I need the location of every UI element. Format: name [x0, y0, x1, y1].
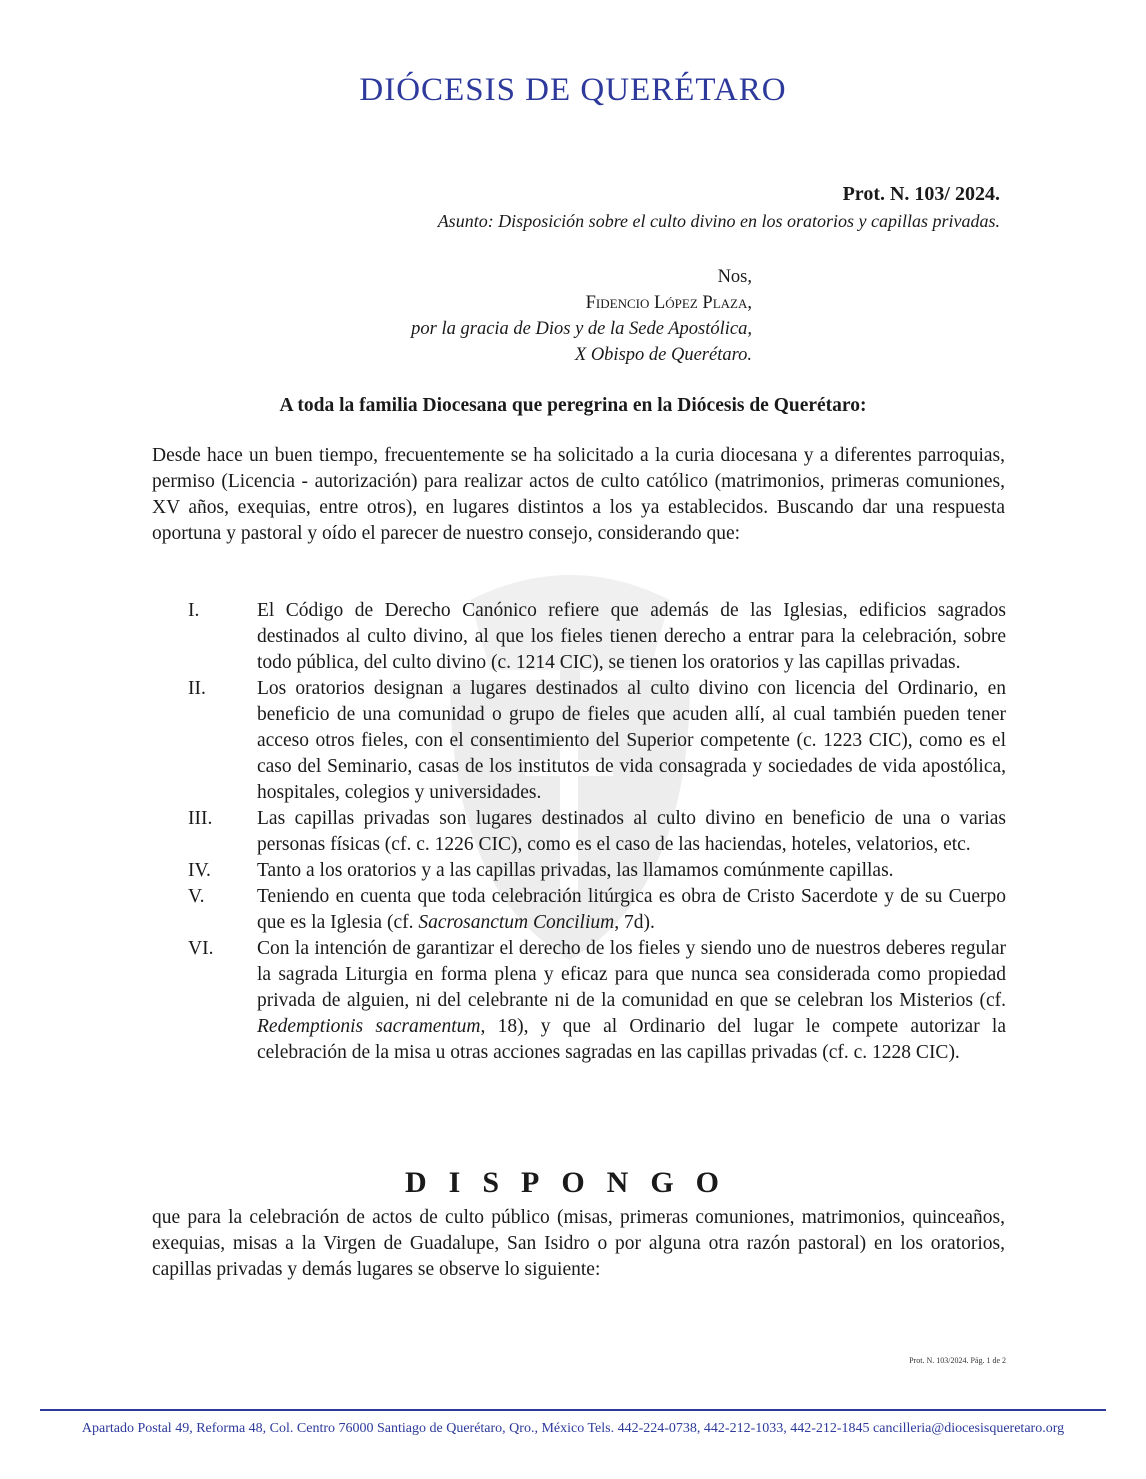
protocol-number: Prot. N. 103/ 2024. — [842, 183, 1000, 205]
intro-paragraph: Desde hace un buen tiempo, frecuentemente se ha solicitado a la curia diocesana y a diferentes parroquias, permiso (Licencia - autorización) para realizar actos de culto católico (matrimonios, primeras comuniones, XV años, exequias, entre otros), en lugares distintos a los ya establecidos. Buscando dar una respuesta oportuna y pastoral y oído el parecer de nuestro consejo, considerando que: — [152, 445, 1005, 544]
list-item-text — [257, 884, 1006, 936]
signatory-block — [411, 264, 752, 368]
footer-contact: Apartado Postal 49, Reforma 48, Col. Centro 76000 Santiago de Querétaro, Qro., México Tels. 442-224-0738, 442-212-1033, 442-212-1845 cancilleria@diocesisqueretaro.org — [81, 1421, 1065, 1436]
list-item-text — [257, 936, 1006, 1066]
list-item-text-pre: Teniendo en cuenta que toda celebración litúrgica es obra de Cristo Sacerdote y de su Cuerpo que es la Iglesia (cf. — [257, 886, 1006, 933]
citation-title: Redemptionis sacramentum — [257, 1016, 481, 1037]
signatory-title: X Obispo de Querétaro. — [574, 345, 752, 365]
list-item-text: Los oratorios designan a lugares destinados al culto divino con licencia del Ordinario, en beneficio de una comunidad o grupo de fieles que acuden allí, al cual también pueden tener acceso otros fieles, con el consentimiento del Superior competente (c. 1223 CIC), como es el caso del Seminario, casas de los institutos de vida consagrada y sociedades de vida apostólica, hospitales, colegios y universidades. — [257, 678, 1006, 803]
list-item-number: III. — [188, 808, 213, 829]
considerations-list — [188, 598, 1006, 1066]
list-item-text: El Código de Derecho Canónico refiere que además de las Iglesias, edificios sagrados destinados al culto divino, al que los fieles tienen derecho a entrar para la celebración, sobre todo pública, del culto divino (c. 1214 CIC), se tienen los oratorios y las capillas privadas. — [257, 600, 1006, 673]
list-item-number: IV. — [188, 860, 211, 881]
list-item-number: I. — [188, 600, 200, 621]
list-item-text: Tanto a los oratorios y a las capillas privadas, las llamamos comúnmente capillas. — [257, 860, 894, 881]
signatory-name: Fidencio López Plaza, — [585, 293, 752, 313]
diocese-letterhead-title: DIÓCESIS DE QUERÉTARO — [359, 72, 787, 108]
list-item-text-post: , 7d). — [614, 912, 655, 933]
footer-divider — [40, 1409, 1106, 1411]
list-item — [188, 884, 1006, 936]
list-item-number: VI. — [188, 938, 214, 959]
list-item-text: Las capillas privadas son lugares destinados al culto divino en beneficio de una o varias personas físicas (cf. c. 1226 CIC), como es el caso de las haciendas, hoteles, velatorios, etc. — [257, 808, 1006, 855]
list-item — [188, 858, 1006, 884]
list-item-number: V. — [188, 886, 205, 907]
dispongo-paragraph: que para la celebración de actos de culto público (misas, primeras comuniones, matrimonios, quinceaños, exequias, misas a la Virgen de Guadalupe, San Isidro o por alguna otra razón pastoral) en los oratorios, capillas privadas y demás lugares se observe lo siguiente: — [152, 1207, 1005, 1280]
page-number: Prot. N. 103/2024. Pág. 1 de 2 — [909, 1356, 1006, 1365]
list-item-number: II. — [188, 678, 206, 699]
signatory-nos: Nos, — [717, 267, 752, 287]
list-item-text-post: , 18), y que al Ordinario del lugar le compete autorizar la celebración de la misa u otras acciones sagradas en las capillas privadas (cf. c. 1228 CIC). — [257, 1016, 1007, 1063]
dispongo-heading: DISPONGO — [404, 1166, 742, 1199]
subject-line: Asunto: Disposición sobre el culto divino en los oratorios y capillas privadas. — [437, 211, 1000, 231]
citation-title: Sacrosanctum Concilium — [418, 912, 615, 933]
list-item — [188, 676, 1006, 806]
greeting: A toda la familia Diocesana que peregrina en la Diócesis de Querétaro: — [279, 395, 867, 416]
list-item — [188, 598, 1006, 676]
signatory-grace: por la gracia de Dios y de la Sede Apostólica, — [411, 319, 752, 339]
list-item-text-pre: Con la intención de garantizar el derecho de los fieles y siendo uno de nuestros deberes regular la sagrada Liturgia en forma plena y eficaz para que nunca sea considerada como propiedad privada de alguien, ni del celebrante ni de la comunidad en que se celebran los Misterios (cf. — [257, 938, 1006, 1011]
list-item — [188, 936, 1006, 1066]
list-item — [188, 806, 1006, 858]
